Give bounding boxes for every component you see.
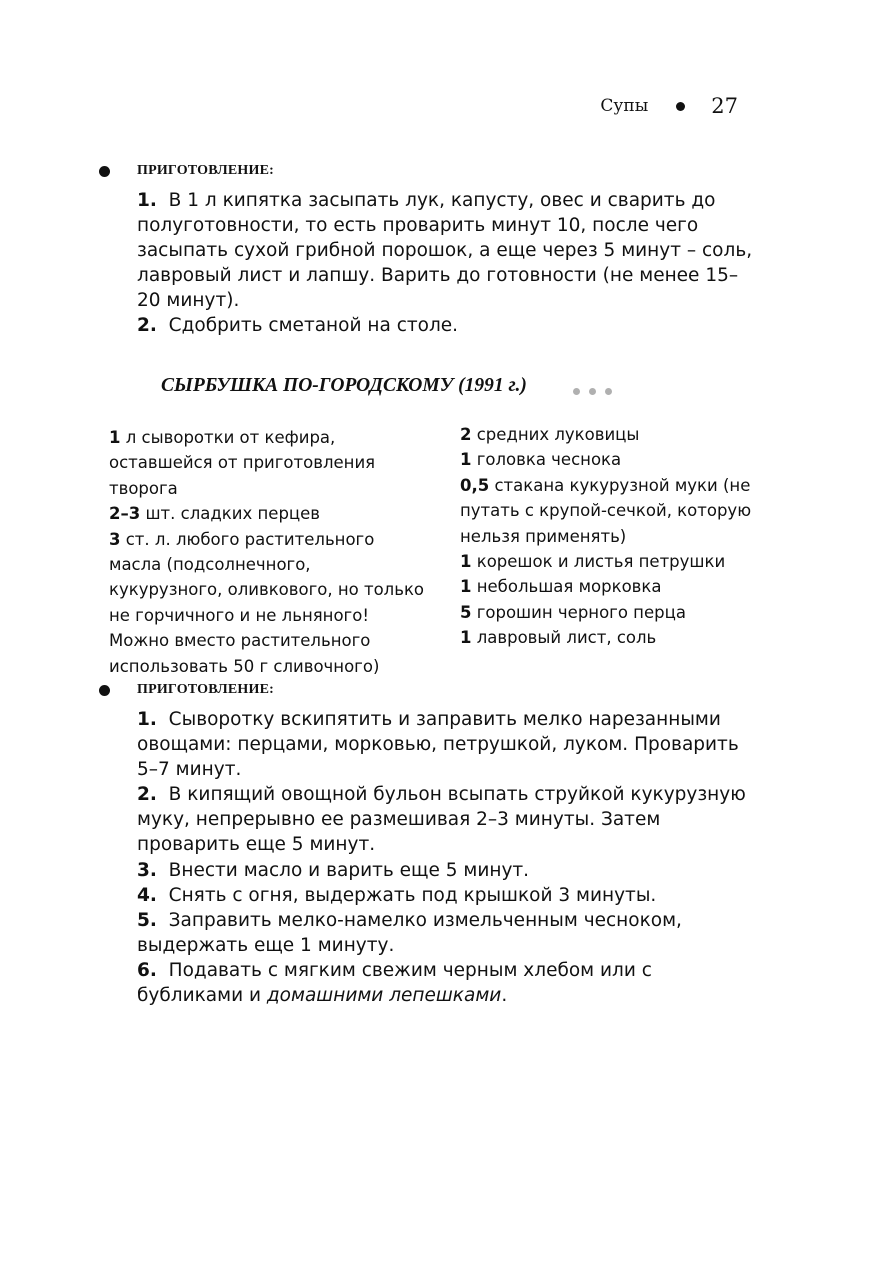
ingredient-quantity: 0,5	[460, 475, 490, 495]
ingredient-item	[460, 625, 760, 650]
step-item	[137, 883, 757, 908]
ingredient-text: горошин черного перца	[471, 602, 686, 622]
step-text: Заправить мелко-намелко измельченным чесноком, выдержать еще 1 минуту.	[137, 909, 682, 956]
ingredient-text: небольшая морковка	[471, 577, 662, 597]
ingredient-text: л сыворотки от кефира, оставшейся от приготовления творога	[109, 428, 376, 498]
step-number: 2.	[137, 315, 157, 337]
ingredient-text: средних луковицы	[471, 425, 640, 444]
step-text: В кипящий овощной бульон всыпать струйкой кукурузную муку, непрерывно ее размешивая 2–3 минуты. Затем проварить еще 5 минут.	[137, 784, 746, 856]
running-header	[600, 94, 738, 118]
step-item	[137, 958, 757, 1008]
step-text: Сыворотку вскипятить и заправить мелко нарезанными овощами: перцами, морковью, петрушкой, луком. Проварить 5–7 минут.	[137, 709, 739, 781]
ingredient-item	[109, 527, 429, 679]
prep-heading: ПРИГОТОВЛЕНИЕ:	[137, 163, 274, 178]
ingredient-text: шт. сладких перцев	[140, 504, 321, 524]
ingredient-quantity: 2	[460, 425, 472, 444]
ingredient-quantity: 3	[109, 529, 121, 549]
step-text-tail: .	[501, 985, 508, 1007]
step-text: В 1 л кипятка засыпать лук, капусту, овес и сварить до полуготовности, то есть проварить минут 10, после чего засыпать сухой грибной порошок, а еще через 5 минут – соль, лавровый лист и лапшу. Варить до готовности (не менее 15–20 минут).	[137, 190, 753, 312]
page-number: 27	[711, 94, 738, 118]
step-number: 5.	[137, 909, 157, 931]
bullet-icon	[99, 166, 110, 177]
ingredients-right	[460, 422, 760, 651]
ingredient-item	[460, 600, 760, 625]
ingredient-item	[460, 549, 760, 574]
prep-steps-1	[137, 188, 757, 339]
step-item	[137, 858, 757, 883]
prep-steps-2	[137, 707, 757, 1008]
ingredient-item	[460, 473, 760, 549]
step-text: Снять с огня, выдержать под крышкой 3 минуты.	[168, 884, 657, 906]
ingredient-text: лавровый лист, соль	[471, 628, 657, 648]
step-item	[137, 313, 757, 338]
bullet-icon	[99, 685, 110, 696]
step-number: 2.	[137, 784, 157, 806]
ingredient-item	[109, 425, 429, 501]
step-number: 6.	[137, 959, 157, 981]
ingredient-quantity: 1	[460, 577, 472, 597]
ingredient-text: ст. л. любого растительного масла (подсолнечного, кукурузного, оливкового, но только не горчичного и не льняного! Можно вместо растительного использовать 50 г сливочного)	[109, 529, 424, 676]
step-item	[137, 188, 757, 313]
header-bullet-icon	[676, 102, 685, 111]
step-number: 4.	[137, 884, 157, 906]
ingredient-text: стакана кукурузной муки (не путать с крупой-сечкой, которую нельзя применять)	[460, 475, 752, 546]
section-name: Супы	[600, 96, 649, 116]
step-number: 3.	[137, 859, 157, 881]
ingredient-item	[460, 574, 760, 599]
step-number: 1.	[137, 190, 157, 211]
recipe-cross-reference: домашними лепешками	[266, 985, 502, 1007]
ingredient-text: корешок и листья петрушки	[471, 552, 726, 572]
step-item	[137, 908, 757, 958]
ingredient-quantity: 1	[460, 552, 472, 572]
step-item	[137, 782, 757, 857]
step-number: 1.	[137, 709, 157, 730]
ingredient-item	[109, 501, 429, 526]
ingredient-quantity: 1	[109, 428, 121, 447]
ingredient-item	[460, 447, 760, 472]
ingredient-quantity: 2–3	[109, 504, 141, 524]
step-text: Подавать с мягким свежим черным хлебом или с бубликами и	[137, 959, 652, 1007]
ingredient-quantity: 5	[460, 602, 472, 622]
recipe-title: СЫРБУШКА ПО-ГОРОДСКОМУ (1991 г.)	[161, 375, 527, 396]
title-ornament-icon	[573, 388, 621, 395]
ingredient-quantity: 1	[460, 628, 472, 648]
prep-heading: ПРИГОТОВЛЕНИЕ:	[137, 682, 274, 697]
step-item	[137, 707, 757, 782]
ingredients-left	[109, 425, 429, 679]
step-text: Внести масло и варить еще 5 минут.	[168, 859, 530, 881]
ingredient-quantity: 1	[460, 450, 472, 470]
step-text: Сдобрить сметаной на столе.	[168, 315, 459, 337]
ingredient-item	[460, 422, 760, 447]
ingredient-text: головка чеснока	[471, 450, 622, 470]
